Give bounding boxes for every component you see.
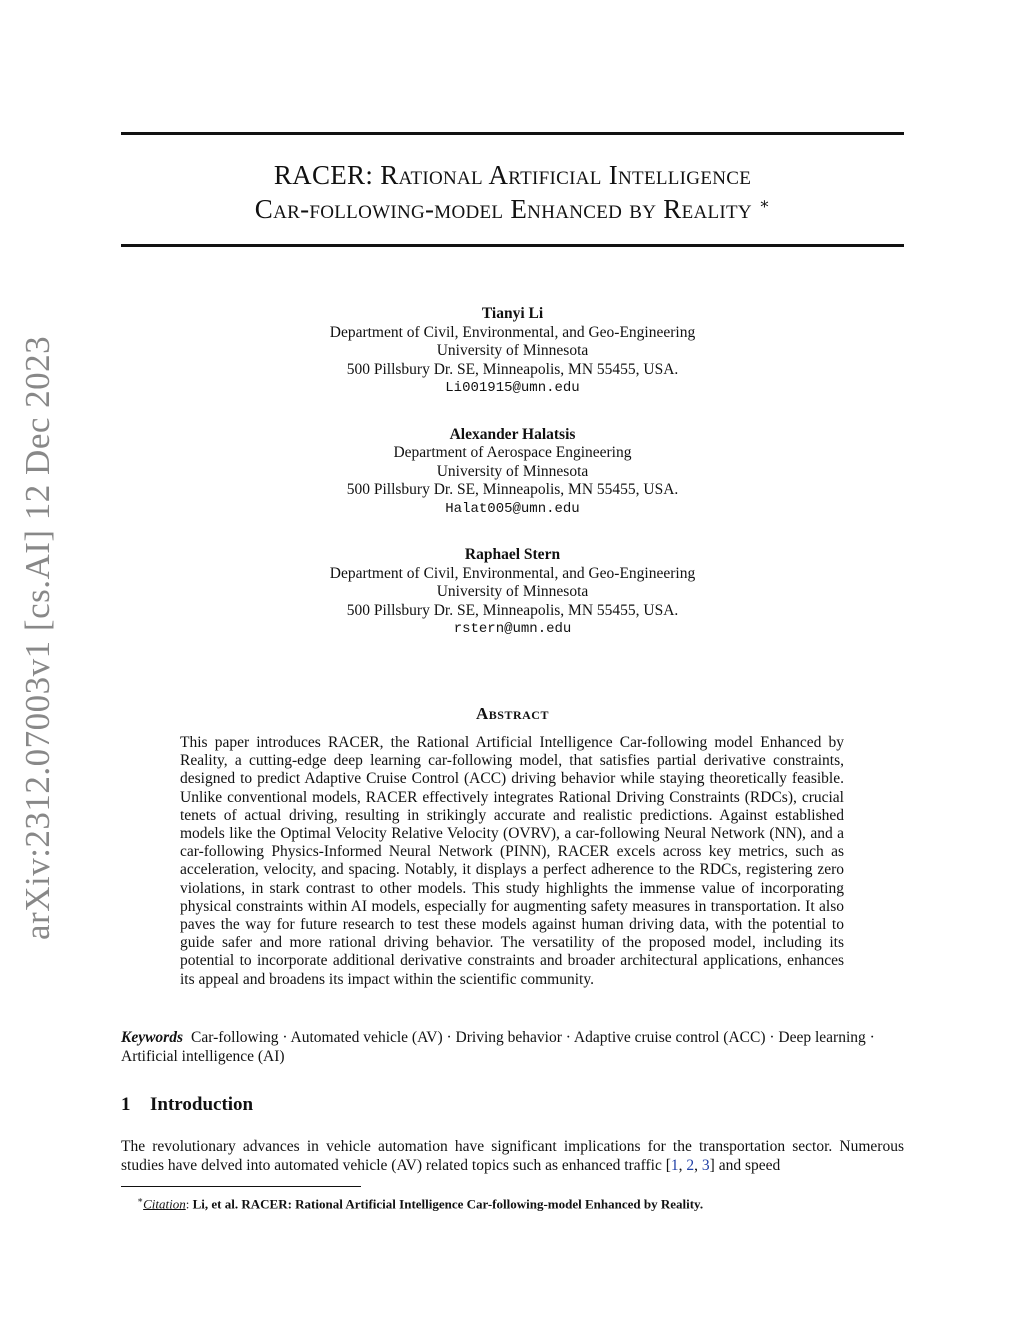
citation-separator: , [694,1157,702,1174]
footnote-colon: : [185,1196,193,1212]
author-email[interactable]: Halat005@umn.edu [445,500,580,517]
intro-paragraph [121,1137,904,1175]
title-line-1-rest: Rational Artificial Intelligence [380,160,752,190]
author-name: Raphael Stern [464,546,561,563]
title-racer: RACER: [273,160,381,190]
author-name: Alexander Halatsis [449,425,576,443]
author-dept: Department of Civil, Environmental, and Geo-Engineering [329,564,696,582]
paper-title [121,158,904,226]
author-dept: Department of Aerospace Engineering [393,444,632,461]
footnote [121,1192,904,1212]
author-univ: University of Minnesota [436,583,589,600]
author-address: 500 Pillsbury Dr. SE, Minneapolis, MN 55455, USA. [346,601,679,619]
author-list [121,305,904,667]
citation-link[interactable]: 1 [670,1157,679,1174]
author-univ: University of Minnesota [436,342,589,359]
abstract-heading: Abstract [476,704,549,723]
title-line-2 [121,192,904,226]
title-line-2-text: Car-following-model Enhanced by Reality [254,194,752,224]
arxiv-stamp: arXiv:2312.07003v1 [cs.AI] 12 Dec 2023 [18,335,57,940]
footnote-citation-text: Li, et al. RACER: Rational Artificial Intelligence Car-following-model Enhanced by Reality. [192,1196,704,1212]
title-bottom-rule [121,244,904,247]
abstract-text: This paper introduces RACER, the Rational Artificial Intelligence Car-following model Enhanced by Reality, a cutting-edge deep learning car-following model, that satisfies partial derivative constraints, designed to predict Adaptive Cruise Control (ACC) driving behavior while staying theoretically feasible. Unlike conventional models, RACER effectively integrates Rational Driving Constraints (RDCs), crucial tenets of actual driving, resulting in strikingly accurate and realistic predictions. Against established models like the Optimal Velocity Relative Velocity (OVRV), a car-following Neural Network (NN), and a car-following Physics-Informed Neural Network (PINN), RACER excels across key metrics, such as acceleration, velocity, and spacing. Notably, it displays a perfect adherence to the RDCs, registering zero violations, in stark contrast to other models. This study highlights the immense value of incorporating physical constraints within AI models, especially for augmenting safety measures in transportation. It also paves the way for future research to test these models against human driving data, with the potential to guide safer and more rational driving behavior. The versatility of the proposed model, including its potential to incorporate additional derivative constraints and broader architectural applications, enhances its appeal and broadens its impact within the scientific community. [180,734,844,988]
author-block [121,426,904,519]
author-block [121,305,904,398]
citation-link[interactable]: 2 [686,1157,695,1174]
citation-link[interactable]: 3 [701,1157,710,1174]
citation-separator: , [678,1157,687,1174]
author-address: 500 Pillsbury Dr. SE, Minneapolis, MN 55455, USA. [346,481,679,498]
title-top-rule [121,132,904,135]
author-email[interactable]: rstern@umn.edu [453,621,572,637]
intro-text: The revolutionary advances in vehicle automation have significant implications for the transportation sector. Numerous studies have delved into automated vehicle (AV) related topics such as enhanced traffic [ [121,1138,904,1174]
author-dept: Department of Civil, Environmental, and Geo-Engineering [329,323,696,341]
footnote-rule [121,1186,361,1187]
section-title: Introduction [150,1094,254,1115]
footnote-citation-label: Citation [143,1196,186,1212]
author-email[interactable]: Li001915@umn.edu [445,380,580,396]
title-footnote-marker[interactable]: ∗ [759,196,771,213]
author-block [121,546,904,639]
author-address: 500 Pillsbury Dr. SE, Minneapolis, MN 55455, USA. [346,360,679,378]
author-name: Tianyi Li [481,305,544,322]
section-heading-introduction [121,1094,253,1116]
keywords-label: Keywords [121,1029,183,1046]
author-univ: University of Minnesota [436,462,589,480]
keywords-text: Car-following · Automated vehicle (AV) · Driving behavior · Adaptive cruise control (ACC) · Deep learning · Artificial intelligence (AI) [121,1029,875,1065]
title-line-1 [121,158,904,192]
footnote-marker: ∗ [137,1195,144,1205]
keywords [121,1028,904,1066]
section-number: 1 [121,1094,131,1115]
intro-text-end: ] and speed [709,1157,781,1174]
